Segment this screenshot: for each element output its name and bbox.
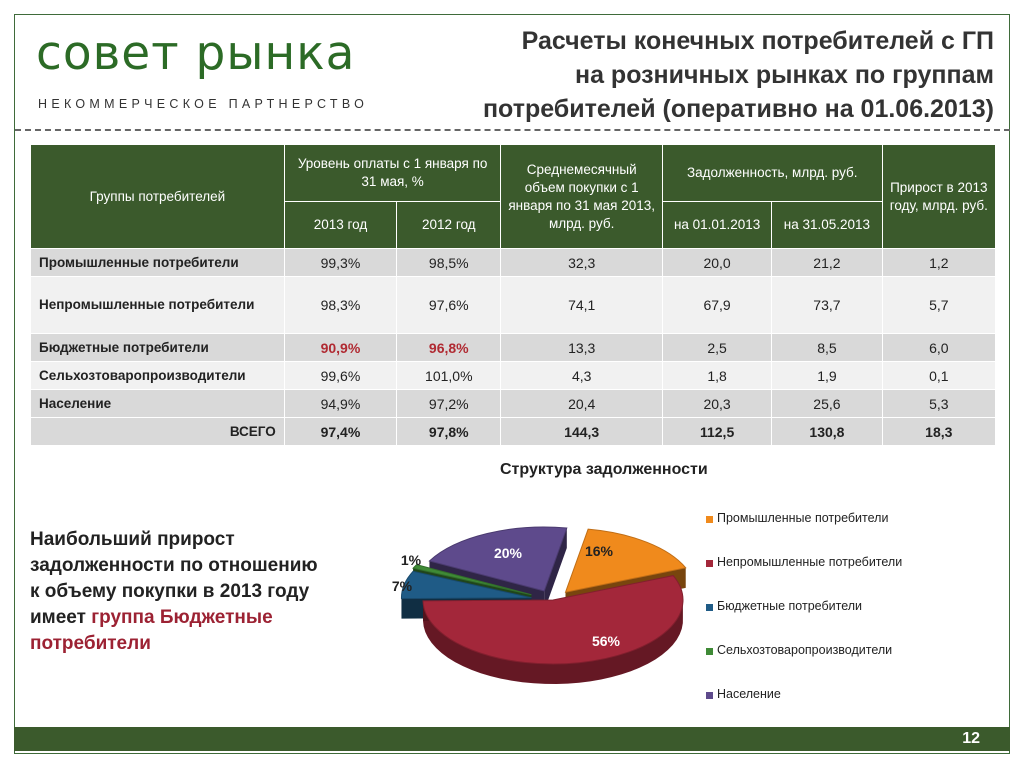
cell-payment-2012: 97,6% <box>397 277 501 334</box>
cell-group: Население <box>31 390 285 418</box>
cell-growth: 0,1 <box>882 362 995 390</box>
cell-growth: 6,0 <box>882 334 995 362</box>
cell-volume: 144,3 <box>501 418 663 446</box>
cell-payment-2012: 97,8% <box>397 418 501 446</box>
cell-volume: 74,1 <box>501 277 663 334</box>
cell-volume: 20,4 <box>501 390 663 418</box>
cell-group: Непромышленные потребители <box>31 277 285 334</box>
conclusion-accent: группа Бюджетные потребители <box>30 607 273 654</box>
cell-debt-31-05: 21,2 <box>772 249 882 277</box>
cell-growth: 1,2 <box>882 249 995 277</box>
cell-debt-31-05: 73,7 <box>772 277 882 334</box>
header-debt-date-2: на 31.05.2013 <box>772 202 882 249</box>
cell-volume: 13,3 <box>501 334 663 362</box>
cell-payment-2013: 99,3% <box>284 249 396 277</box>
cell-debt-31-05: 8,5 <box>772 334 882 362</box>
cell-debt-31-05: 130,8 <box>772 418 882 446</box>
cell-payment-2012: 101,0% <box>397 362 501 390</box>
pie-data-label: 20% <box>493 545 523 561</box>
legend-swatch <box>706 604 713 611</box>
cell-payment-2013: 97,4% <box>284 418 396 446</box>
slide-title-line: на розничных рынках по группам <box>574 61 994 89</box>
pie-data-label: 56% <box>591 633 621 649</box>
chart-title: Структура задолженности <box>500 461 708 478</box>
header-avg-volume: Среднемесячный объем покупки с 1 января по 31 мая 2013, млрд. руб. <box>501 145 663 249</box>
slide-title-line: Расчеты конечных потребителей с ГП <box>521 27 994 55</box>
cell-growth: 5,7 <box>882 277 995 334</box>
cell-debt-01-01: 1,8 <box>662 362 771 390</box>
cell-debt-01-01: 20,3 <box>662 390 771 418</box>
legend-label: Сельхозтоваропроизводители <box>717 643 893 657</box>
logo-title: совет рынка <box>36 26 356 81</box>
legend-label: Непромышленные потребители <box>717 555 903 569</box>
cell-debt-01-01: 2,5 <box>662 334 771 362</box>
cell-debt-31-05: 1,9 <box>772 362 882 390</box>
cell-debt-01-01: 67,9 <box>662 277 771 334</box>
header-groups: Группы потребителей <box>31 145 285 249</box>
cell-debt-31-05: 25,6 <box>772 390 882 418</box>
legend-label: Промышленные потребители <box>717 511 889 525</box>
legend-item <box>706 599 902 643</box>
cell-payment-2012: 97,2% <box>397 390 501 418</box>
conclusion-text: Наибольший прирост задолженности по отношению к объему покупки в 2013 году имеет <box>30 529 318 628</box>
legend-swatch <box>706 648 713 655</box>
cell-payment-2013: 98,3% <box>284 277 396 334</box>
header-payment-level: Уровень оплаты с 1 января по 31 мая, % <box>284 145 501 202</box>
cell-growth: 5,3 <box>882 390 995 418</box>
legend-label: Население <box>717 687 781 701</box>
legend-swatch <box>706 516 713 523</box>
cell-debt-01-01: 112,5 <box>662 418 771 446</box>
legend-item <box>706 643 902 687</box>
cell-payment-2012: 96,8% <box>397 334 501 362</box>
header-debt: Задолженность, млрд. руб. <box>662 145 882 202</box>
legend-label: Бюджетные потребители <box>717 599 863 613</box>
footer-bar <box>14 727 1010 751</box>
legend-item <box>706 555 902 599</box>
cell-group: Бюджетные потребители <box>31 334 285 362</box>
chart-legend <box>706 511 902 731</box>
cell-debt-01-01: 20,0 <box>662 249 771 277</box>
legend-item <box>706 687 902 731</box>
pie-data-label: 7% <box>391 578 413 594</box>
page-number: 12 <box>962 730 980 747</box>
cell-payment-2013: 94,9% <box>284 390 396 418</box>
cell-payment-2012: 98,5% <box>397 249 501 277</box>
header-debt-date-1: на 01.01.2013 <box>662 202 771 249</box>
cell-group: Сельхозтоваропроизводители <box>31 362 285 390</box>
header-year-2012: 2012 год <box>397 202 501 249</box>
legend-swatch <box>706 560 713 567</box>
legend-item <box>706 511 902 555</box>
pie-data-label: 1% <box>400 552 422 568</box>
cell-growth: 18,3 <box>882 418 995 446</box>
pie-data-label: 16% <box>584 543 614 559</box>
cell-volume: 4,3 <box>501 362 663 390</box>
slide-title-line: потребителей (оперативно на 01.06.2013) <box>482 95 994 123</box>
cell-payment-2013: 90,9% <box>284 334 396 362</box>
cell-payment-2013: 99,6% <box>284 362 396 390</box>
cell-total-label: ВСЕГО <box>31 418 285 446</box>
legend-swatch <box>706 692 713 699</box>
logo-subtitle: НЕКОММЕРЧЕСКОЕ ПАРТНЕРСТВО <box>38 97 369 111</box>
header-growth: Прирост в 2013 году, млрд. руб. <box>882 145 995 249</box>
cell-volume: 32,3 <box>501 249 663 277</box>
header-year-2013: 2013 год <box>284 202 396 249</box>
cell-group: Промышленные потребители <box>31 249 285 277</box>
